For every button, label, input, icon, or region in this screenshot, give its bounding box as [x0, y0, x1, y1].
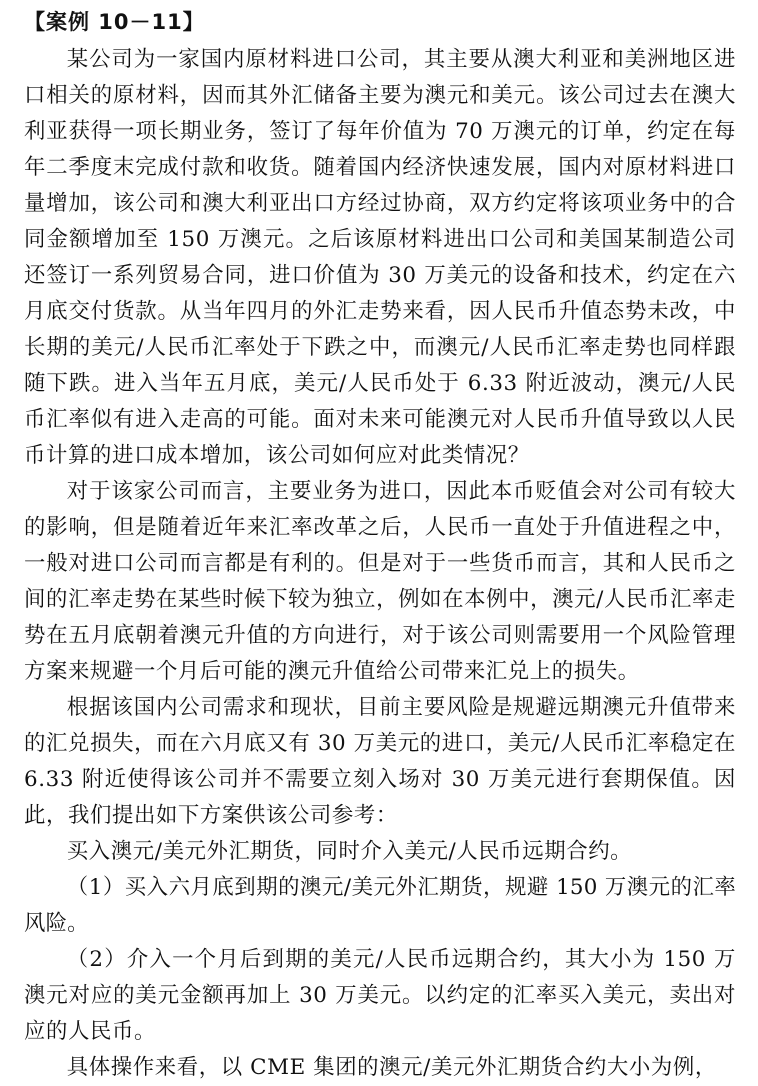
paragraph-operation: 具体操作来看，以 CME 集团的澳元/美元外汇期货合约大小为例，	[66, 1055, 717, 1080]
case-title: 【案例 10－11】	[24, 10, 205, 34]
paragraph-risk-assessment: 根据该国内公司需求和现状，目前主要风险是规避远期澳元升值带来的汇兑损失，而在六月底又有 30 万美元的进口，美元/人民币汇率稳定在 6.33 附近使得该公司并不需要立刻入场对 30 万美元进行套期保值。因此，我们提出如下方案供该公司参考：	[24, 695, 736, 828]
paragraph-step-1: （1）买入六月底到期的澳元/美元外汇期货，规避 150 万澳元的汇率风险。	[24, 875, 736, 936]
paragraph-strategy: 买入澳元/美元外汇期货，同时介入美元/人民币远期合约。	[66, 839, 633, 864]
paragraph-step-2: （2）介入一个月后到期的美元/人民币远期合约，其大小为 150 万澳元对应的美元金额再加上 30 万美元。以约定的汇率买入美元，卖出对应的人民币。	[24, 947, 736, 1044]
document-page	[24, 6, 736, 1086]
paragraph-case-background: 某公司为一家国内原材料进口公司，其主要从澳大利亚和美洲地区进口相关的原材料，因而其外汇储备主要为澳元和美元。该公司过去在澳大利亚获得一项长期业务，签订了每年价值为 70 万澳元的订单，约定在每年二季度末完成付款和收货。随着国内经济快速发展，国内对原材料进口量增加，该公司和澳大利亚出口方经过协商，双方约定将该项业务中的合同金额增加至 150 万澳元。之后该原材料进出口公司和美国某制造公司还签订一系列贸易合同，进口价值为 30 万美元的设备和技术，约定在六月底交付货款。从当年四月的外汇走势来看，因人民币升值态势未改，中长期的美元/人民币汇率处于下跌之中，而澳元/人民币汇率走势也同样跟随下跌。进入当年五月底，美元/人民币处于 6.33 附近波动，澳元/人民币汇率似有进入走高的可能。面对未来可能澳元对人民币升值导致以人民币计算的进口成本增加，该公司如何应对此类情况？	[24, 47, 736, 468]
paragraph-analysis: 对于该家公司而言，主要业务为进口，因此本币贬值会对公司有较大的影响，但是随着近年来汇率改革之后，人民币一直处于升值进程之中，一般对进口公司而言都是有利的。但是对于一些货币而言，其和人民币之间的汇率走势在某些时候下较为独立，例如在本例中，澳元/人民币汇率走势在五月底朝着澳元升值的方向进行，对于该公司则需要用一个风险管理方案来规避一个月后可能的澳元升值给公司带来汇兑上的损失。	[24, 479, 736, 684]
